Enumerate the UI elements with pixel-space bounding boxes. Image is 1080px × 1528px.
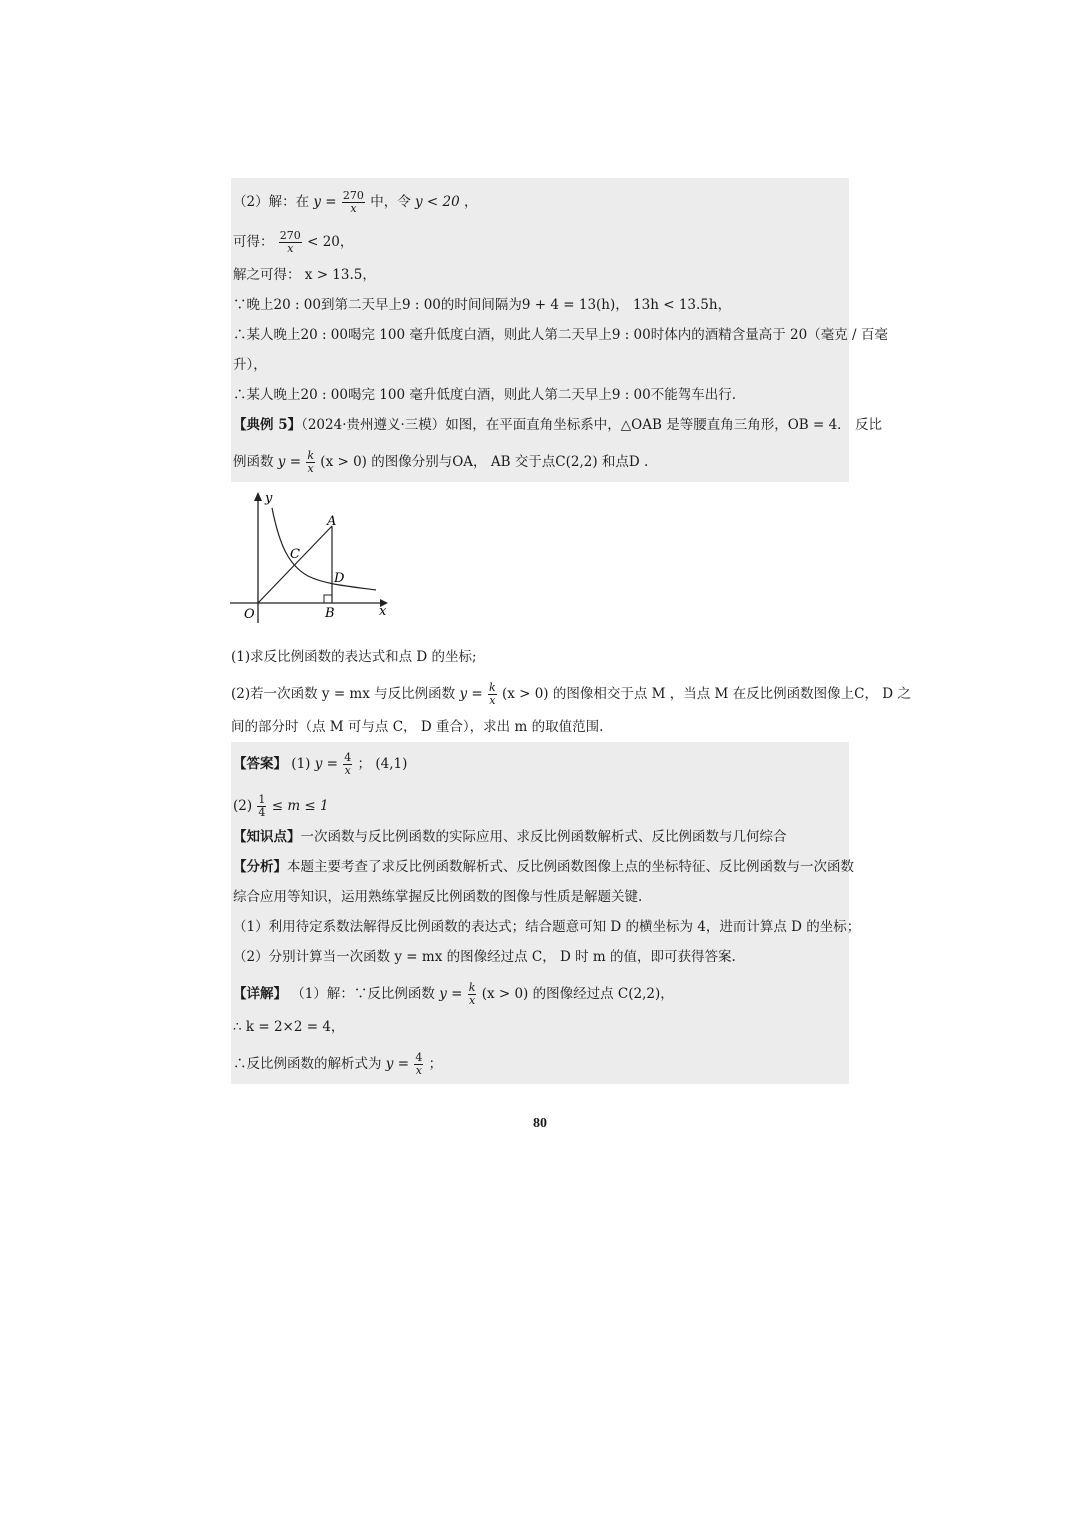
fraction	[414, 1052, 423, 1077]
detail-line-3	[231, 1052, 849, 1077]
solution-line-4: ∵晚上20 : 00到第二天早上9 : 00的时间间隔为9 + 4 = 13(h)， 13h < 13.5h，	[233, 297, 732, 313]
fraction-denominator: x	[468, 994, 476, 1007]
detail-tag: 【详解】	[233, 986, 287, 1002]
solution-line-3: 解之可得： x > 13.5，	[233, 267, 376, 283]
math-expr: y < 20	[415, 194, 460, 210]
text: (2)若一次函数 y = mx 与反比例函数	[231, 686, 456, 702]
math-expr: ≤ m ≤ 1	[271, 798, 329, 814]
fraction-denominator: x	[350, 202, 357, 215]
text: （2）解：在	[233, 194, 310, 210]
example-source: （2024·贵州遵义·三模）	[301, 417, 446, 433]
solution-line-1	[231, 190, 849, 215]
text: ； (4,1)	[357, 756, 408, 772]
fraction-denominator: x	[344, 764, 351, 777]
example-line-1	[231, 416, 882, 434]
fraction	[306, 450, 315, 475]
label-d: D	[334, 571, 345, 586]
right-angle-mark	[324, 595, 332, 603]
fraction	[279, 230, 302, 255]
text: (2)	[233, 798, 253, 814]
answer-tag: 【答案】	[233, 756, 287, 772]
analysis-line-3: （1）利用待定系数法解得反比例函数的表达式；结合题意可知 D 的横坐标为 4，进而计算点 D 的坐标；	[233, 919, 861, 935]
text: ∴反比例函数的解析式为	[233, 1056, 382, 1072]
text: 一次函数与反比例函数的实际应用、求反比例函数解析式、反比例函数与几何综合	[300, 829, 787, 845]
solution-block-1	[231, 178, 888, 408]
example-tag: 【典例 5】	[233, 417, 302, 433]
fraction-denominator: x	[287, 242, 294, 255]
text: 例函数	[233, 454, 274, 470]
hyperbola-curve	[272, 508, 376, 590]
fraction-numerator: k	[488, 681, 496, 694]
fraction-numerator: k	[468, 981, 476, 994]
answer-line-2	[231, 794, 849, 819]
text: 本题主要考查了求反比例函数解析式、反比例函数图像上点的坐标特征、反比例函数与一次函数	[287, 859, 854, 875]
text: (x > 0) 的图像经过点 C(2,2)，	[481, 986, 674, 1002]
fraction	[468, 982, 477, 1007]
answer-block	[231, 742, 861, 1084]
fraction-numerator: 4	[415, 1051, 423, 1064]
analysis-line-2: 综合应用等知识，运用熟练掌握反比例函数的图像与性质是解题关键.	[233, 889, 643, 905]
text: （1）解：∵反比例函数	[291, 986, 435, 1002]
label-x: x	[379, 604, 387, 619]
fraction	[343, 752, 352, 777]
y-axis-arrow	[254, 492, 262, 501]
question-2-cont: 间的部分时（点 M 可与点 C， D 重合），求出 m 的取值范围.	[231, 719, 604, 735]
text: (1)	[291, 756, 311, 772]
detail-line-1	[231, 982, 849, 1007]
text: ；	[428, 1056, 443, 1072]
label-b: B	[325, 606, 335, 621]
solution-line-2	[231, 230, 849, 255]
fraction-numerator: 270	[279, 229, 301, 242]
fraction-numerator: 1	[258, 793, 266, 806]
analysis-line-1	[231, 858, 854, 876]
solution-line-6: 升），	[233, 357, 267, 373]
solution-line-7: ∴某人晚上20 : 00喝完 100 毫升低度白酒，则此人第二天早上9 : 00不能驾车出行.	[233, 387, 737, 403]
label-c: C	[290, 547, 300, 562]
fraction-denominator: x	[307, 462, 314, 475]
fraction-numerator: 4	[344, 751, 352, 764]
coordinate-figure	[228, 488, 398, 623]
label-y: y	[265, 491, 273, 506]
analysis-tag: 【分析】	[233, 859, 287, 875]
answer-line-1	[231, 752, 849, 777]
text: ，	[464, 194, 478, 210]
label-o: O	[244, 607, 255, 622]
fraction-denominator: 4	[258, 806, 266, 819]
math-expr: y =	[277, 454, 302, 470]
text: < 20，	[307, 234, 354, 250]
text: (x > 0) 的图像相交于点 M ，当点 M 在反比例函数图像上C， D 之	[501, 686, 911, 702]
text: (x > 0) 的图像分别与OA， AB 交于点C(2,2) 和点D .	[320, 454, 649, 470]
segment-oa	[258, 526, 332, 603]
text: 中，令	[370, 194, 411, 210]
math-expr: y =	[314, 756, 338, 772]
math-expr: y =	[313, 194, 337, 210]
math-expr: y =	[385, 1056, 410, 1072]
text: 可得：	[233, 234, 274, 250]
fraction-denominator: x	[415, 1064, 422, 1077]
knowledge-tag: 【知识点】	[233, 829, 301, 845]
fraction-numerator: k	[307, 449, 314, 462]
text: 如图，在平面直角坐标系中，△OAB 是等腰直角三角形，OB = 4． 反比	[445, 417, 882, 433]
detail-line-2: ∴ k = 2×2 = 4，	[233, 1019, 345, 1035]
math-expr: y =	[439, 986, 463, 1002]
fraction-denominator: x	[489, 694, 496, 707]
analysis-line-4: （2）分别计算当一次函数 y = mx 的图像经过点 C， D 时 m 的值，即可获得答案.	[233, 949, 736, 965]
question-1: (1)求反比例函数的表达式和点 D 的坐标;	[231, 649, 477, 665]
fraction-numerator: 270	[342, 189, 364, 202]
solution-line-5: ∴某人晚上20 : 00喝完 100 毫升低度白酒，则此人第二天早上9 : 00时体内的酒精含量高于 20（毫克 / 百毫	[233, 327, 888, 343]
fraction	[342, 190, 365, 215]
example-line-2	[231, 450, 849, 475]
math-expr: y =	[459, 686, 483, 702]
label-a: A	[327, 514, 337, 529]
fraction	[488, 682, 497, 707]
question-2	[231, 681, 911, 707]
example-block	[231, 408, 882, 482]
knowledge-line	[231, 828, 849, 846]
page-number: 80	[533, 1116, 547, 1131]
fraction	[257, 794, 266, 819]
